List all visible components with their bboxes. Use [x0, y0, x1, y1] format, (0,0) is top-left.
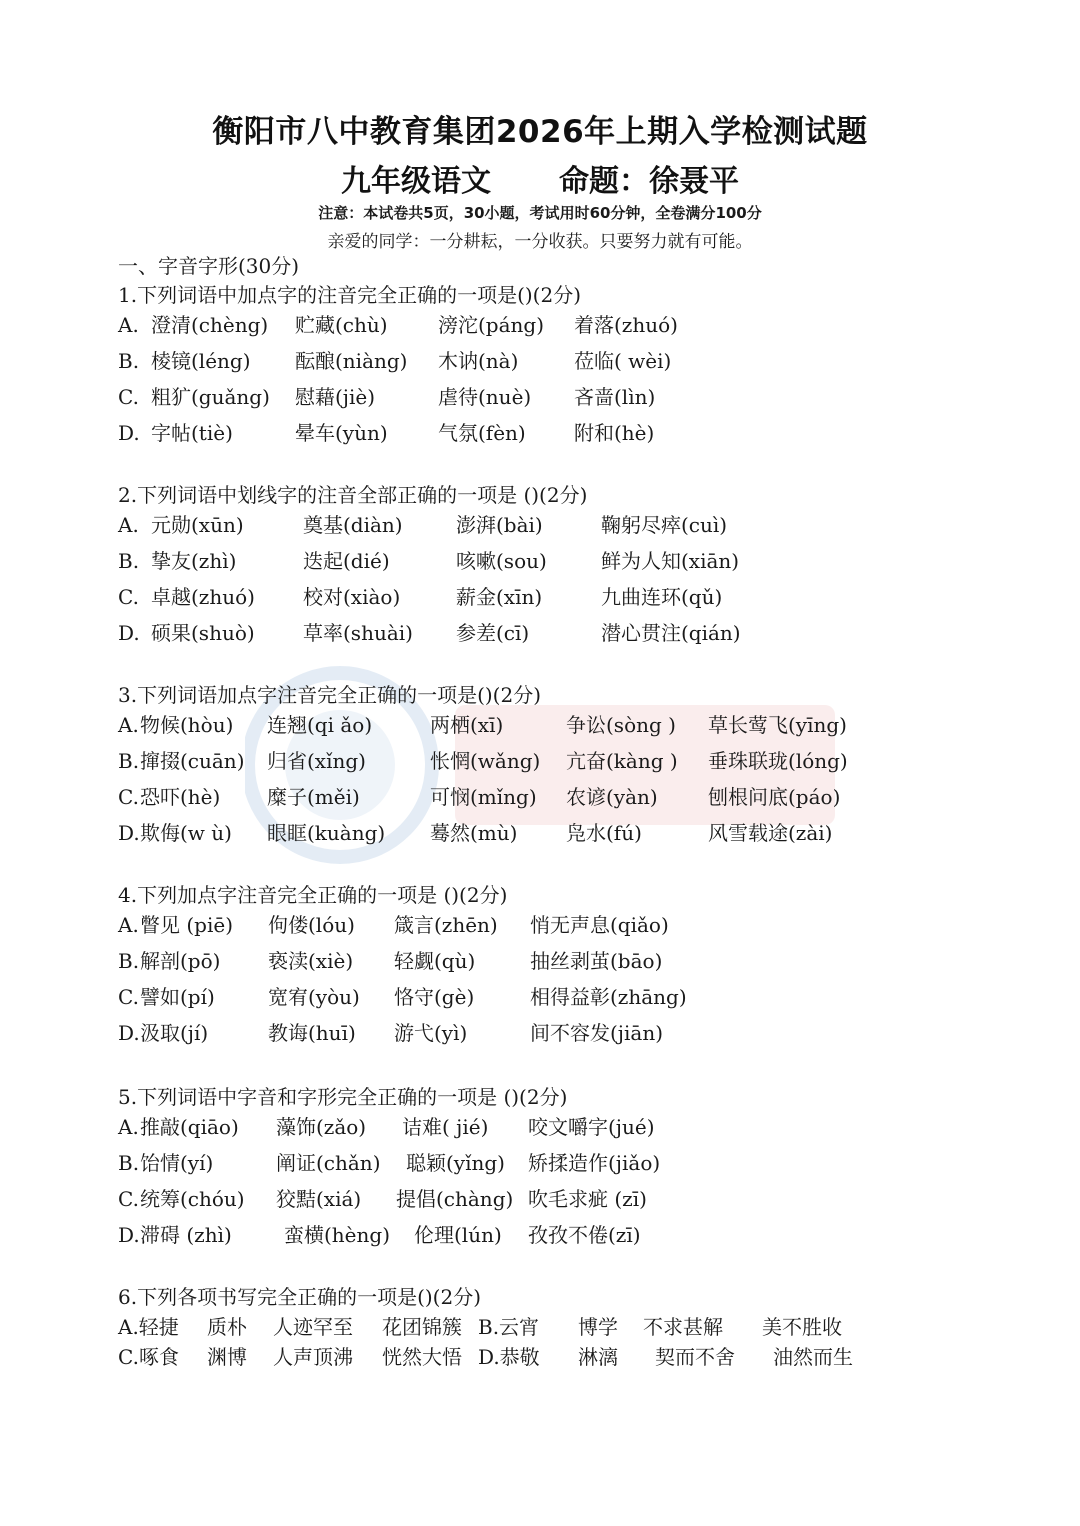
exam-notice: 注意：本试卷共5页，30小题，考试用时60分钟，全卷满分100分: [318, 204, 762, 222]
option-item: 附和(hè): [574, 421, 655, 445]
option-item: 聪颖(yǐng): [406, 1151, 505, 1175]
option-label: D.: [118, 621, 140, 645]
option-item: 连翘(qi ǎo): [267, 713, 373, 737]
spelling-word: 质朴: [207, 1315, 247, 1339]
question-stem: 4.下列加点字注音完全正确的一项是 ()(2分): [118, 883, 508, 907]
option-item: 虐待(nuè): [438, 385, 532, 409]
option-label: B.: [118, 349, 140, 373]
spelling-word: 恍然大悟: [382, 1345, 462, 1369]
option-label: A.: [118, 313, 139, 337]
option-label: C.: [118, 985, 139, 1009]
spelling-word: 淋漓: [578, 1345, 618, 1369]
option-item: 农谚(yàn): [566, 785, 658, 809]
option-item: 提倡(chàng): [396, 1187, 514, 1211]
option-item: 汲取(jí): [140, 1021, 209, 1045]
option-item: 硕果(shuò): [151, 621, 255, 645]
option-item: 可悯(mǐng): [430, 785, 537, 809]
spelling-word: A.轻捷: [118, 1315, 179, 1339]
option-item: 解剖(pō): [140, 949, 221, 973]
option-item: 滂沱(páng): [438, 313, 545, 337]
spelling-word: 花团锦簇: [382, 1315, 462, 1339]
option-item: 悄无声息(qiǎo): [530, 913, 669, 937]
option-label: C.: [118, 585, 139, 609]
option-item: 轻觑(qù): [394, 949, 476, 973]
option-item: 伦理(lún): [414, 1223, 502, 1247]
option-item: 晕车(yùn): [295, 421, 388, 445]
option-item: 气氛(fèn): [438, 421, 526, 445]
option-item: 潜心贯注(qián): [601, 621, 741, 645]
option-item: 孜孜不倦(zī): [528, 1223, 641, 1247]
option-item: 亢奋(kàng ): [566, 749, 678, 773]
option-label: A.: [118, 1115, 139, 1139]
question-stem: 3.下列词语加点字注音完全正确的一项是()(2分): [118, 683, 542, 707]
option-item: 归省(xǐng): [267, 749, 366, 773]
option-item: 九曲连环(qǔ): [601, 585, 723, 609]
option-item: 欺侮(w ù): [140, 821, 232, 845]
option-item: 阐证(chǎn): [276, 1151, 381, 1175]
spelling-word: 渊博: [207, 1345, 247, 1369]
option-item: 参差(cī): [456, 621, 530, 645]
option-item: 元勋(xūn): [151, 513, 244, 537]
option-item: 吝啬(lìn): [574, 385, 656, 409]
option-item: 抽丝剥茧(bāo): [530, 949, 663, 973]
option-label: B.: [118, 1151, 140, 1175]
option-item: 间不容发(jiān): [530, 1021, 664, 1045]
option-item: 酝酿(niàng): [295, 349, 408, 373]
option-label: A.: [118, 513, 139, 537]
option-item: 饴情(yí): [140, 1151, 214, 1175]
option-item: 咬文嚼字(jué): [528, 1115, 655, 1139]
page-title: 衡阳市八中教育集团2026年上期入学检测试题: [212, 114, 868, 150]
subject-label: 九年级语文: [341, 164, 491, 199]
question-stem: 5.下列词语中字音和字形完全正确的一项是 ()(2分): [118, 1085, 568, 1109]
option-item: 教诲(huī): [268, 1021, 356, 1045]
option-item: 卓越(zhuó): [151, 585, 255, 609]
option-item: 挚友(zhì): [151, 549, 237, 573]
option-item: 风雪载途(zài): [708, 821, 833, 845]
option-item: 木讷(nà): [438, 349, 519, 373]
option-item: 蓦然(mù): [430, 821, 518, 845]
option-item: 相得益彰(zhāng): [530, 985, 687, 1009]
option-label: C.: [118, 785, 139, 809]
option-item: 亵渎(xiè): [268, 949, 354, 973]
question-stem: 6.下列各项书写完全正确的一项是()(2分): [118, 1285, 482, 1309]
option-label: B.: [118, 749, 140, 773]
option-item: 糜子(měi): [267, 785, 360, 809]
option-item: 眼眶(kuàng): [267, 821, 386, 845]
option-item: 咳嗽(sou): [456, 549, 547, 573]
option-item: 凫水(fú): [566, 821, 642, 845]
option-item: 撺掇(cuān): [140, 749, 245, 773]
option-label: C.: [118, 385, 139, 409]
option-item: 统筹(chóu): [140, 1187, 245, 1211]
option-item: 草长莺飞(yīng): [708, 713, 847, 737]
option-item: 物候(hòu): [140, 713, 234, 737]
option-item: 奠基(diàn): [303, 513, 403, 537]
option-item: 箴言(zhēn): [394, 913, 498, 937]
option-label: D.: [118, 1021, 140, 1045]
spelling-word: 博学: [578, 1315, 618, 1339]
option-item: 鞠躬尽瘁(cuì): [601, 513, 728, 537]
option-label: B.: [118, 949, 140, 973]
option-item: 诘难( jié): [402, 1115, 489, 1139]
option-item: 垂珠联珑(lóng): [708, 749, 848, 773]
option-label: A.: [118, 913, 139, 937]
exam-motto: 亲爱的同学：一分耕耘，一分收获。只要努力就有可能。: [327, 232, 753, 252]
option-label: B.: [118, 549, 140, 573]
option-item: 推敲(qiāo): [140, 1115, 239, 1139]
option-item: 滞碍 (zhì): [140, 1223, 232, 1247]
option-item: 佝偻(lóu): [268, 913, 355, 937]
spelling-word: B.云宵: [478, 1315, 540, 1339]
spelling-word: 契而不舍: [655, 1345, 735, 1369]
section-title: 一、字音字形(30分): [118, 254, 300, 278]
option-item: 迭起(dié): [303, 549, 390, 573]
option-item: 藻饰(zǎo): [276, 1115, 367, 1139]
option-label: D.: [118, 821, 140, 845]
option-item: 薪金(xīn): [456, 585, 543, 609]
option-label: A.: [118, 713, 139, 737]
spelling-word: D.恭敬: [478, 1345, 540, 1369]
option-item: 棱镜(léng): [151, 349, 251, 373]
option-item: 恐吓(hè): [140, 785, 221, 809]
option-item: 瞥见 (piē): [140, 913, 233, 937]
option-label: C.: [118, 1187, 139, 1211]
option-item: 怅惘(wǎng): [430, 749, 541, 773]
page-subtitle: [0, 156, 1080, 200]
option-item: 澄清(chèng): [151, 313, 269, 337]
spelling-word: 不求甚解: [643, 1315, 723, 1339]
question-stem: 1.下列词语中加点字的注音完全正确的一项是()(2分): [118, 283, 582, 307]
option-item: 校对(xiào): [303, 585, 401, 609]
author-label: 命题：徐聂平: [559, 164, 739, 199]
option-item: 粗犷(guǎng): [151, 385, 270, 409]
option-item: 游弋(yì): [394, 1021, 468, 1045]
question-stem: 2.下列词语中划线字的注音全部正确的一项是 ()(2分): [118, 483, 588, 507]
option-item: 字帖(tiè): [151, 421, 233, 445]
option-label: D.: [118, 1223, 140, 1247]
spelling-word: 美不胜收: [762, 1315, 842, 1339]
option-item: 鲜为人知(xiān): [601, 549, 740, 573]
option-item: 恪守(gè): [394, 985, 475, 1009]
spelling-word: 人声顶沸: [273, 1345, 353, 1369]
option-item: 狡黠(xiá): [276, 1187, 362, 1211]
option-item: 两栖(xī): [430, 713, 504, 737]
spelling-word: C.啄食: [118, 1345, 179, 1369]
option-item: 着落(zhuó): [574, 313, 678, 337]
option-item: 争讼(sòng ): [566, 713, 676, 737]
option-item: 矫揉造作(jiǎo): [528, 1151, 661, 1175]
option-item: 宽宥(yòu): [268, 985, 360, 1009]
option-item: 澎湃(bài): [456, 513, 543, 537]
spelling-word: 人迹罕至: [273, 1315, 353, 1339]
option-item: 莅临( wèi): [574, 349, 672, 373]
option-label: D.: [118, 421, 140, 445]
option-item: 刨根问底(páo): [708, 785, 841, 809]
spelling-word: 油然而生: [773, 1345, 853, 1369]
option-item: 蛮横(hèng): [284, 1223, 391, 1247]
option-item: 吹毛求疵 (zī): [528, 1187, 647, 1211]
option-item: 譬如(pí): [140, 985, 215, 1009]
option-item: 慰藉(jiè): [295, 385, 376, 409]
option-item: 贮藏(chù): [295, 313, 388, 337]
option-item: 草率(shuài): [303, 621, 413, 645]
